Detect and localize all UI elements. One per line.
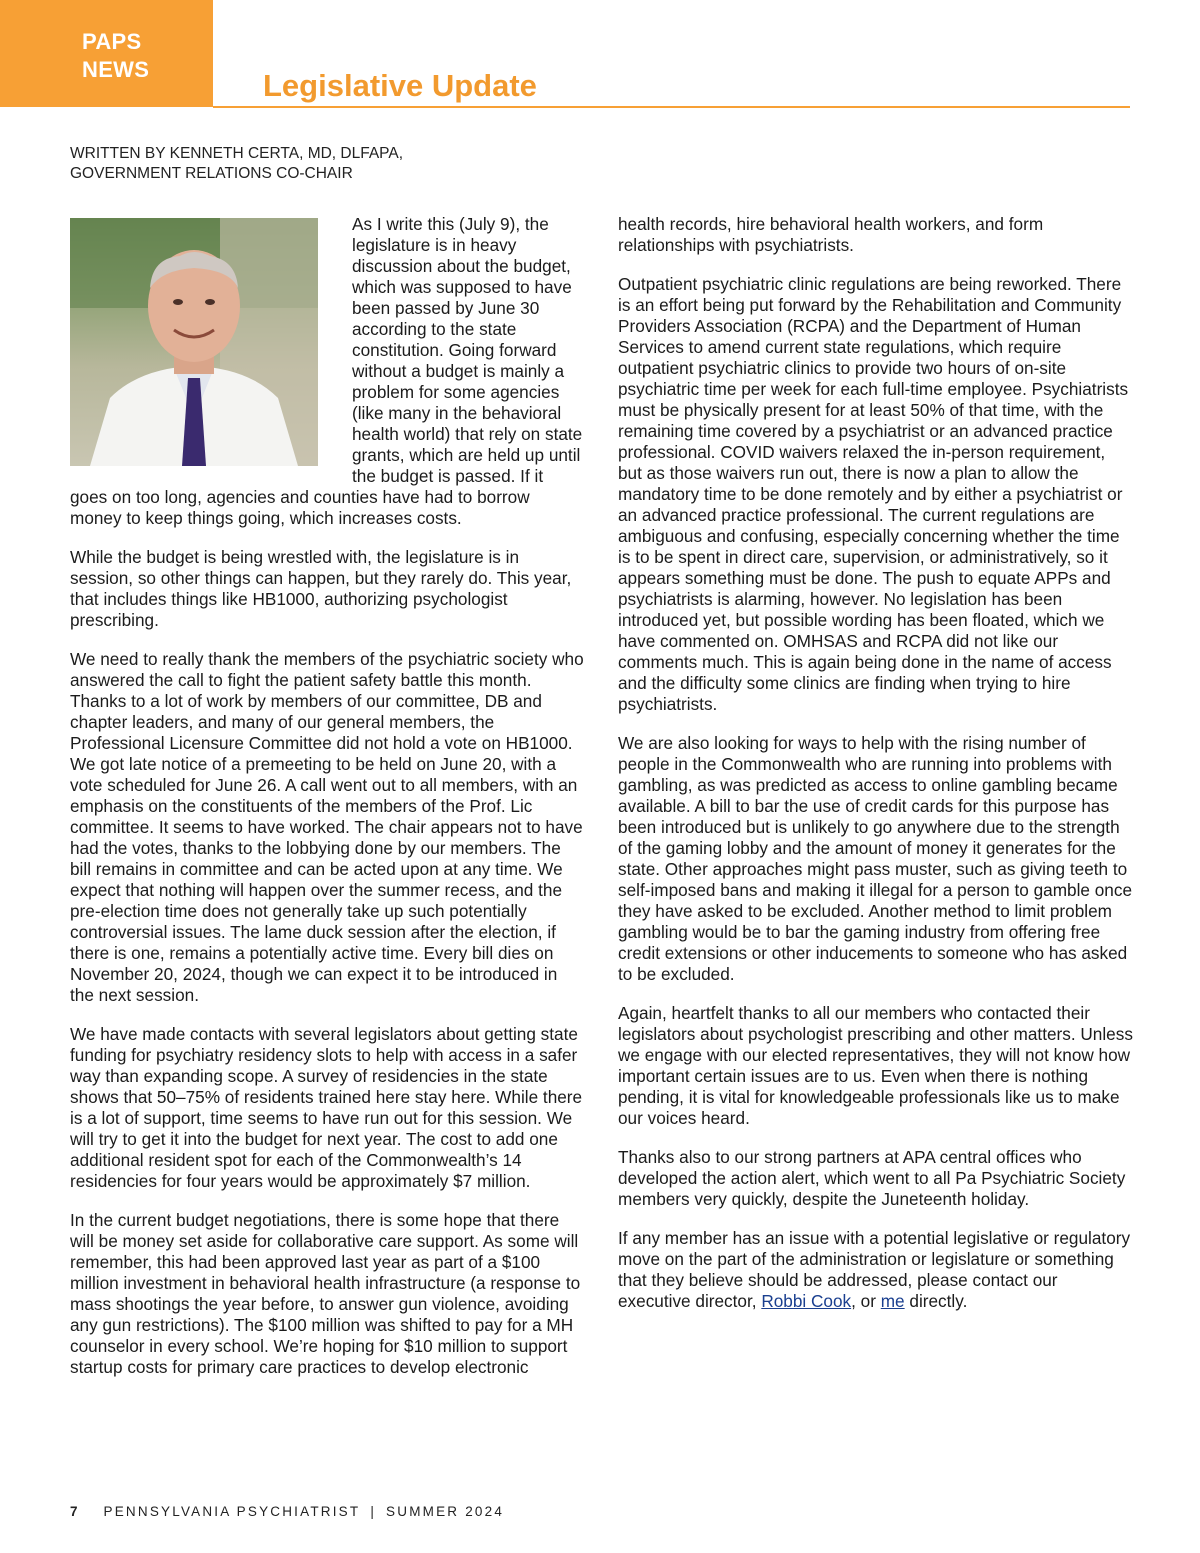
- author-portrait-image: [70, 218, 318, 466]
- robbi-cook-link[interactable]: Robbi Cook: [761, 1291, 852, 1311]
- author-photo: [70, 218, 318, 466]
- section-label-line1: PAPS: [82, 29, 142, 54]
- section-label: [82, 28, 149, 84]
- paragraph-7: Outpatient psychiatric clinic regulations are being reworked. There is an effort being put forward by the Rehabilitation and Community Providers Association (RCPA) and the Department of Human Services to amend current state regulations, which require outpatient psychiatric clinics to provide two hours of on-site psychiatric time per week for each full-time employee. Psychiatrists must be physically present for at least 50% of that time, with the remaining time covered by a psychiatrist or an advanced practice professional. COVID waivers relaxed the in-person requirement, but as those waivers run out, there is now a plan to allow the mandatory time to be done remotely and by either a psychiatrist or an advanced practice professional. The current regulations are ambiguous and confusing, especially concerning whether the time is to be spent in direct care, supervision, or administratively, so it appears something must be done. The push to equate APPs and psychiatrists is alarming, however. No legislation has been introduced yet, but possible wording has been floated, which we have commented on. OMHSAS and RCPA did not like our comments much. This is again being done in the name of access and the difficulty some clinics are finding when trying to hire psychiatrists.: [618, 274, 1129, 714]
- header-divider: [213, 106, 1130, 108]
- paragraph-1: As I write this (July 9), the legislature is in heavy discussion about the budget, which was supposed to have been passed by June 30 according to the state constitution. Going forward without a budget is mainly a problem for some agencies (like many in the behavioral health world) that rely on state grants, which are held up until the budget is passed. If it goes on too long, agencies and counties have had to borrow money to keep things going, which increases costs.: [70, 214, 583, 528]
- issue-label: SUMMER 2024: [386, 1504, 505, 1519]
- paragraph-2: While the budget is being wrestled with, the legislature is in session, so other things can happen, but they rarely do. This year, that includes things like HB1000, authorizing psychologist prescribing.: [70, 547, 572, 630]
- paragraph-5: In the current budget negotiations, there is some hope that there will be money set aside for collaborative care support. As some will remember, this had been approved last year as part of a $100 million investment in behavioral health infrastructure (a response to mass shootings the year before, to answer gun violence, avoiding any gun restrictions). The $100 million was shifted to pay for a MH counselor in every school. We’re hoping for $10 million to support startup costs for primary care practices to develop electronic: [70, 1210, 581, 1377]
- paragraph-8: We are also looking for ways to help with the rising number of people in the Commonwealth who are running into problems with gambling, as was predicted as access to online gambling became available. A bill to bar the use of credit cards for this purpose has been introduced but is unlikely to go anywhere due to the strength of the gaming lobby and the amount of money it generates for the state. Other approaches might pass muster, such as giving teeth to self-imposed bans and making it illegal for a person to gamble once they have asked to be excluded. Another method to limit problem gambling would be to bar the gaming industry from offering free credit extensions or other inducements to someone who has asked to be excluded.: [618, 733, 1133, 984]
- section-tab: [0, 0, 213, 107]
- article-column-right: [618, 214, 1133, 1330]
- footer-separator: |: [370, 1504, 377, 1519]
- byline: [70, 144, 403, 184]
- article-column-left: [70, 214, 585, 1396]
- paragraph-6: health records, hire behavioral health workers, and form relationships with psychiatrists.: [618, 214, 1044, 255]
- contact-text-after: directly.: [904, 1291, 968, 1311]
- paragraph-9: Again, heartfelt thanks to all our members who contacted their legislators about psychologist prescribing and other matters. Unless we engage with our elected representatives, they will not know how important certain issues are to us. Even when there is nothing pending, it is vital for knowledgeable professionals like us to make our voices heard.: [618, 1003, 1133, 1128]
- contact-text-middle: , or: [851, 1291, 881, 1311]
- paragraph-11: [618, 1228, 1133, 1312]
- page-number: 7: [70, 1504, 78, 1519]
- paragraph-3: We need to really thank the members of the psychiatric society who answered the call to fight the patient safety battle this month. Thanks to a lot of work by members of our committee, DB and chapter leaders, and many of our general members, the Professional Licensure Committee did not hold a vote on HB1000. We got late notice of a premeeting to be held on June 20, with a vote scheduled for June 26. A call went out to all members, with an emphasis on the constituents of the members of the Prof. Lic committee. It seems to have worked. The chair appears not to have had the votes, thanks to the lobbying done by our members. The bill remains in committee and can be acted upon at any time. We expect that nothing will happen over the summer recess, and the pre-election time does not generally take up such potentially controversial issues. The lame duck session after the election, if there is one, remains a potentially active time. Every bill dies on November 20, 2024, though we can expect it to be introduced in the next session.: [70, 649, 584, 1005]
- publication-name: PENNSYLVANIA PSYCHIATRIST: [103, 1504, 361, 1519]
- byline-role: GOVERNMENT RELATIONS CO-CHAIR: [70, 165, 353, 182]
- contact-text-before: If any member has an issue with a potential legislative or regulatory move on the part of the administration or legislature or something that they believe should be addressed, please contact our executive director,: [618, 1228, 1131, 1311]
- paragraph-4: We have made contacts with several legislators about getting state funding for psychiatry residency slots to help with access in a safer way than expanding scope. A survey of residencies in the state shows that 50–75% of residents trained here stay here. While there is a lot of support, time seems to have run out for this session. We will try to get it into the budget for next year. The cost to add one additional resident spot for each of the Commonwealth’s 14 residencies for four years would be approximately $7 million.: [70, 1024, 583, 1191]
- byline-author: WRITTEN BY KENNETH CERTA, MD, DLFAPA,: [70, 145, 404, 162]
- page-footer: [70, 1504, 504, 1519]
- me-link[interactable]: me: [880, 1291, 905, 1311]
- paragraph-10: Thanks also to our strong partners at APA central offices who developed the action alert, which went to all Pa Psychiatric Society members very quickly, despite the Juneteenth holiday.: [618, 1147, 1126, 1209]
- section-label-line2: NEWS: [82, 57, 150, 82]
- page-title: Legislative Update: [263, 68, 537, 103]
